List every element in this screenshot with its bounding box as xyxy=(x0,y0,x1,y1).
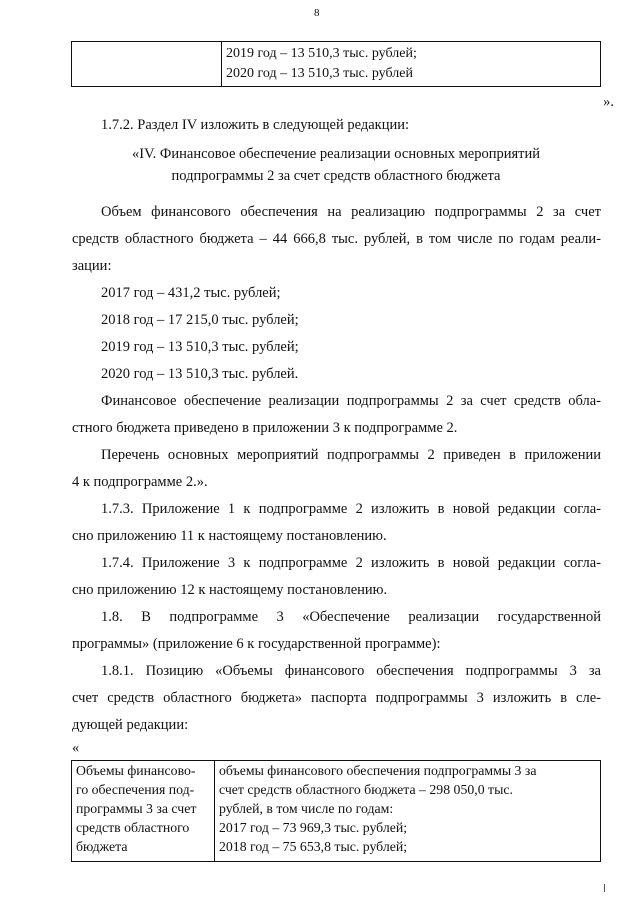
table-line: средств областного xyxy=(76,820,190,835)
paragraph-volume-line: зации: xyxy=(72,258,112,274)
table-cell-label xyxy=(72,761,215,862)
table-cell-value xyxy=(215,761,601,862)
paragraph-1-7-3-line: сно приложению 11 к настоящему постановлению. xyxy=(72,528,387,544)
table-cell-years xyxy=(222,42,601,87)
table-cell-empty xyxy=(72,42,222,87)
year-line: 2017 год – 431,2 тыс. рублей; xyxy=(101,285,281,301)
paragraph-volume-line: средств областного бюджета – 44 666,8 тыс. рублей, в том числе по годам реали- xyxy=(72,231,601,247)
paragraph-1-8-line: 1.8. В подпрограмме 3 «Обеспечение реализации государственной xyxy=(101,609,601,625)
table-line: объемы финансового обеспечения подпрограммы 3 за xyxy=(219,763,537,778)
section-title-line: подпрограммы 2 за счет средств областного бюджета xyxy=(171,168,501,184)
paragraph-financing-line: Финансовое обеспечение реализации подпрограммы 2 за счет средств обла- xyxy=(101,393,601,409)
paragraph-1-7-4-line: 1.7.4. Приложение 3 к подпрограмме 2 изложить в новой редакции согла- xyxy=(101,555,601,571)
table-line: Объемы финансово- xyxy=(76,763,196,778)
table-line: бюджета xyxy=(76,839,128,854)
table-line: 2019 год – 13 510,3 тыс. рублей; xyxy=(226,46,417,61)
paragraph-1-8-1-line: 1.8.1. Позицию «Объемы финансового обеспечения подпрограммы 3 за xyxy=(101,663,601,679)
table-line: 2017 год – 73 969,3 тыс. рублей; xyxy=(219,820,408,835)
paragraph-1-7-4-line: сно приложению 12 к настоящему постановлению. xyxy=(72,582,388,598)
table-line: го обеспечения под- xyxy=(76,782,195,797)
table-line: счет средств областного бюджета – 298 050,0 тыс. xyxy=(219,782,513,797)
paragraph-1-8-line: программы» (приложение 6 к государственной программе): xyxy=(72,636,441,652)
open-quote: « xyxy=(72,740,80,756)
paragraph-1-7-2: 1.7.2. Раздел IV изложить в следующей редакции: xyxy=(101,117,410,133)
section-title-line: «IV. Финансовое обеспечение реализации основных мероприятий xyxy=(131,146,540,162)
table-line: рублей, в том числе по годам: xyxy=(219,801,394,816)
paragraph-1-8-1-line: дующей редакции: xyxy=(72,717,189,733)
year-line: 2020 год – 13 510,3 тыс. рублей. xyxy=(101,366,299,382)
scan-mark xyxy=(604,884,605,892)
table-line: 2018 год – 75 653,8 тыс. рублей; xyxy=(219,839,408,854)
table-line: 2020 год – 13 510,3 тыс. рублей xyxy=(226,66,413,81)
paragraph-list-line: Перечень основных мероприятий подпрограммы 2 приведен в приложении xyxy=(101,447,601,463)
paragraph-volume-line: Объем финансового обеспечения на реализацию подпрограммы 2 за счет xyxy=(101,204,601,220)
page-number: 8 xyxy=(314,7,320,19)
closing-quote: ». xyxy=(603,94,614,110)
paragraph-1-8-1-line: счет средств областного бюджета» паспорта подпрограммы 3 изложить в сле- xyxy=(72,690,601,706)
paragraph-1-7-3-line: 1.7.3. Приложение 1 к подпрограмме 2 изложить в новой редакции согла- xyxy=(101,501,601,517)
passport-table xyxy=(71,760,601,862)
continued-table xyxy=(71,41,601,87)
section-title xyxy=(72,143,600,187)
table-line: программы 3 за счет xyxy=(76,801,197,816)
year-line: 2019 год – 13 510,3 тыс. рублей; xyxy=(101,339,299,355)
paragraph-list-line: 4 к подпрограмме 2.». xyxy=(72,474,208,490)
paragraph-financing-line: стного бюджета приведено в приложении 3 к подпрограмме 2. xyxy=(72,420,458,436)
year-line: 2018 год – 17 215,0 тыс. рублей; xyxy=(101,312,299,328)
